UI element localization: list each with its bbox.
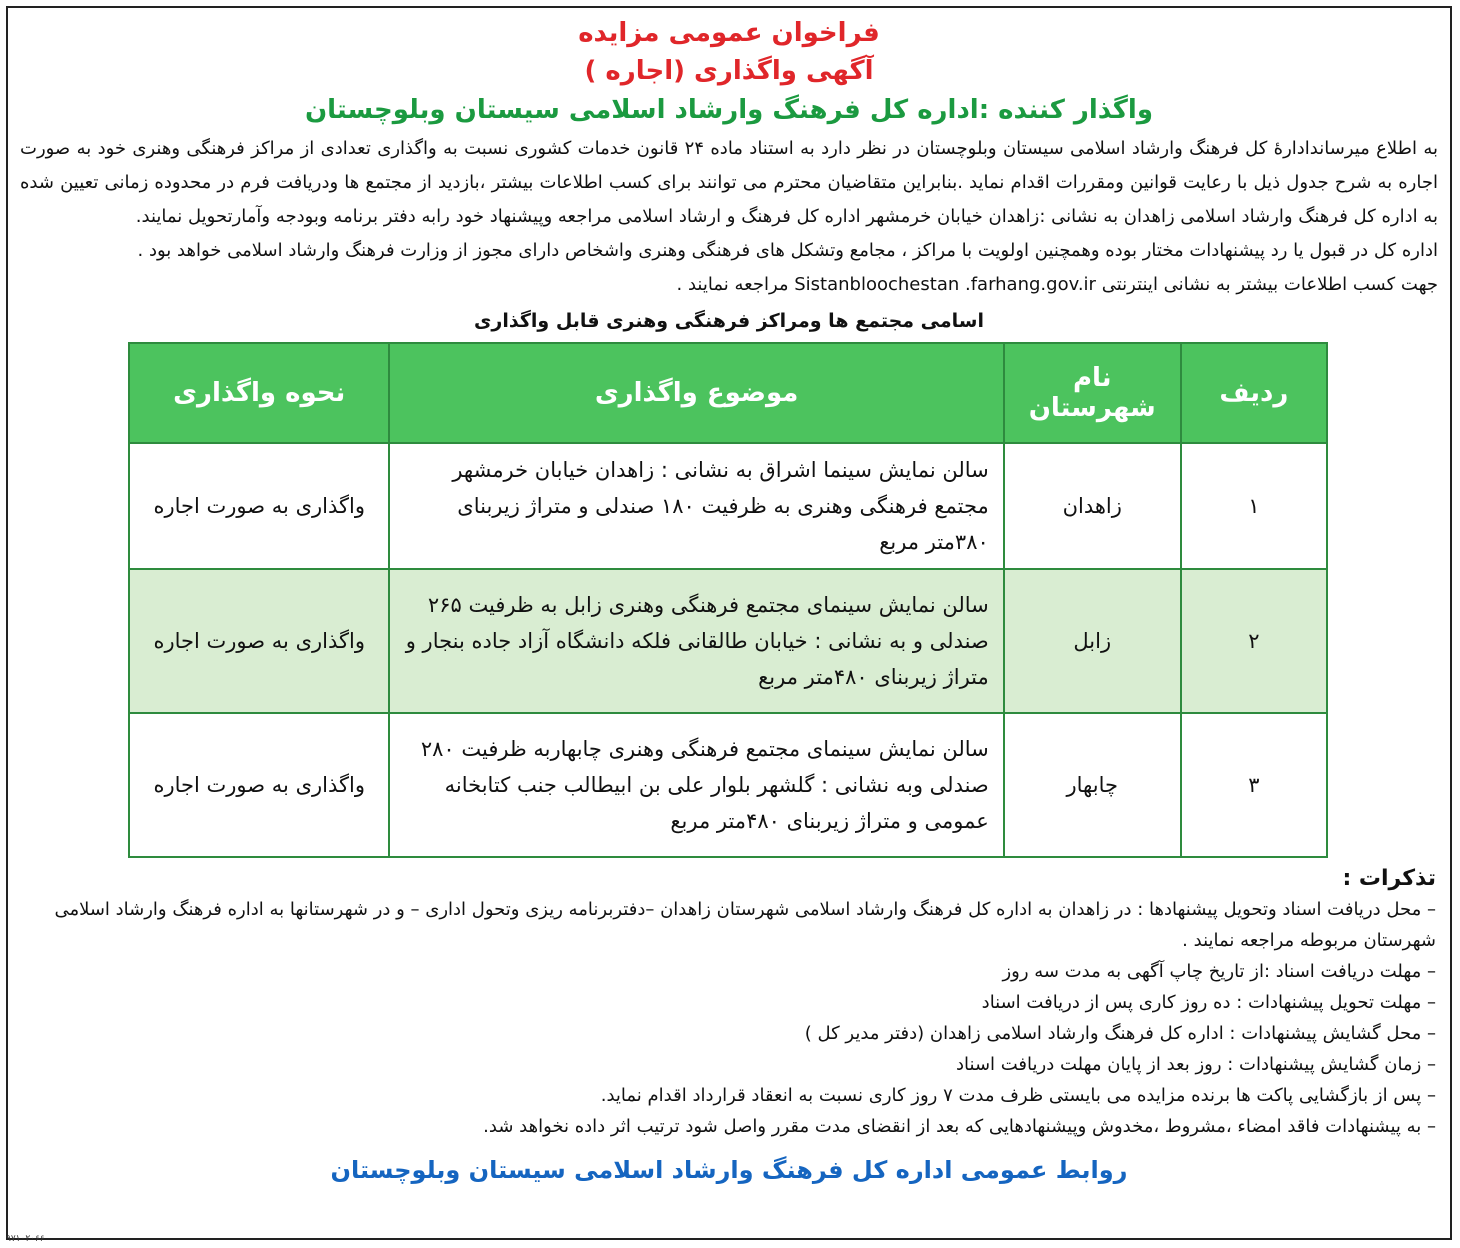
row-subject: سالن نمایش سینمای مجتمع فرهنگی وهنری چابهاربه ظرفیت ۲۸۰ صندلی وبه نشانی : گلشهر بلوار علی بن ابیطالب جنب کتابخانه عمومی و متراژ زیربنای ۴۸۰متر مربع — [389, 713, 1003, 857]
note-item: – مهلت دریافت اسناد :از تاریخ چاپ آگهی به مدت سه روز — [1002, 961, 1436, 982]
table-title: اسامی مجتمع ها ومراکز فرهنگی وهنری قابل واگذاری — [474, 310, 984, 332]
row-city: چابهار — [1004, 713, 1181, 857]
table-row — [129, 713, 1327, 857]
note-item: – زمان گشایش پیشنهادات : روز بعد از پایان مهلت دریافت اسناد — [956, 1054, 1436, 1075]
header-method: نحوه واگذاری — [129, 343, 389, 443]
intro-paragraph: جهت کسب اطلاعات بیشتر به نشانی اینترنتی Sistanbloochestan .farhang.gov.ir مراجعه نمایند . — [676, 274, 1438, 295]
note-item: – به پیشنهادات فاقد امضاء ،مشروط ،مخدوش وپیشنهادهایی که بعد از انقضای مدت مقرر واصل شود ترتیب اثر داده نخواهد شد. — [483, 1116, 1436, 1137]
notes-list — [22, 894, 1436, 1142]
intro-paragraph: به اطلاع میرساندادارهٔ کل فرهنگ وارشاد اسلامی سیستان وبلوچستان در نظر دارد به استناد ماده ۲۴ قانون خدمات کشوری نسبت به واگذاری تعدادی از مراکز فرهنگی وهنری خود به صورت اجاره به شرح جدول ذیل با رعایت قوانین ومقررات اقدام نماید .بنابراین متقاضیان محترم می توانند برای کسب اطلاعات بیشتر ،بازدید از مجتمع ها ودریافت فرم در محدوده زمانی تعیین شده به اداره کل فرهنگ وارشاد اسلامی زاهدان به نشانی :زاهدان خیابان خرمشهر اداره کل فرهنگ و ارشاد اسلامی مراجعه وپیشنهاد خود رابه دفتر برنامه وبودجه وآمارتحویل نمایند. — [20, 138, 1439, 227]
row-method: واگذاری به صورت اجاره — [129, 443, 389, 569]
table-header-row — [129, 343, 1327, 443]
row-number: ۲ — [1181, 569, 1327, 713]
row-method: واگذاری به صورت اجاره — [129, 569, 389, 713]
notes-heading: تذکرات : — [1342, 866, 1436, 891]
header-subject: موضوع واگذاری — [389, 343, 1003, 443]
ad-code: ۹۷۱۰۲۰۶۶ — [6, 1234, 45, 1244]
announcement-subtitle: آگهی واگذاری (اجاره ) — [584, 56, 874, 86]
announcement-title: فراخوان عمومی مزایده — [578, 18, 880, 48]
row-subject: سالن نمایش سینمای مجتمع فرهنگی وهنری زابل به ظرفیت ۲۶۵ صندلی و به نشانی : خیابان طالقانی فلکه دانشگاه آزاد جاده بنجار و متراژ زیربنای ۴۸۰متر مربع — [389, 569, 1003, 713]
note-item: – مهلت تحویل پیشنهادات : ده روز کاری پس از دریافت اسناد — [981, 992, 1436, 1013]
lots-table — [128, 342, 1328, 858]
row-number: ۳ — [1181, 713, 1327, 857]
row-subject: سالن نمایش سینما اشراق به نشانی : زاهدان خیابان خرمشهر مجتمع فرهنگی وهنری به ظرفیت ۱۸۰ صندلی و متراژ زیربنای ۳۸۰متر مربع — [389, 443, 1003, 569]
intro-text — [20, 132, 1438, 302]
table-row — [129, 569, 1327, 713]
row-number: ۱ — [1181, 443, 1327, 569]
note-item: – محل دریافت اسناد وتحویل پیشنهادها : در زاهدان به اداره کل فرهنگ وارشاد اسلامی شهرستان زاهدان –دفتربرنامه ریزی وتحول اداری – و در شهرستانها به اداره فرهنگ وارشاد اسلامی شهرستان مربوطه مراجعه نمایند . — [54, 899, 1436, 951]
note-item: – محل گشایش پیشنهادات : اداره کل فرهنگ وارشاد اسلامی زاهدان (دفتر مدیر کل ) — [804, 1023, 1436, 1044]
footer-signature: روابط عمومی اداره کل فرهنگ وارشاد اسلامی سیستان وبلوچستان — [330, 1156, 1128, 1184]
announcement — [14, 14, 1444, 1234]
header-row-number: ردیف — [1181, 343, 1327, 443]
header-city: نام شهرستان — [1004, 343, 1181, 443]
intro-paragraph: اداره کل در قبول یا رد پیشنهادات مختار بوده وهمچنین اولویت با مراکز ، مجامع وتشکل های فرهنگی وهنری واشخاص دارای مجوز از وزارت فرهنگ وارشاد اسلامی خواهد بود . — [137, 240, 1438, 261]
table-row — [129, 443, 1327, 569]
row-city: زاهدان — [1004, 443, 1181, 569]
grantor-line: واگذار کننده :اداره کل فرهنگ وارشاد اسلامی سیستان وبلوچستان — [304, 95, 1154, 125]
row-method: واگذاری به صورت اجاره — [129, 713, 389, 857]
note-item: – پس از بازگشایی پاکت ها برنده مزایده می بایستی ظرف مدت ۷ روز کاری نسبت به انعقاد قرارداد اقدام نماید. — [600, 1085, 1436, 1106]
row-city: زابل — [1004, 569, 1181, 713]
